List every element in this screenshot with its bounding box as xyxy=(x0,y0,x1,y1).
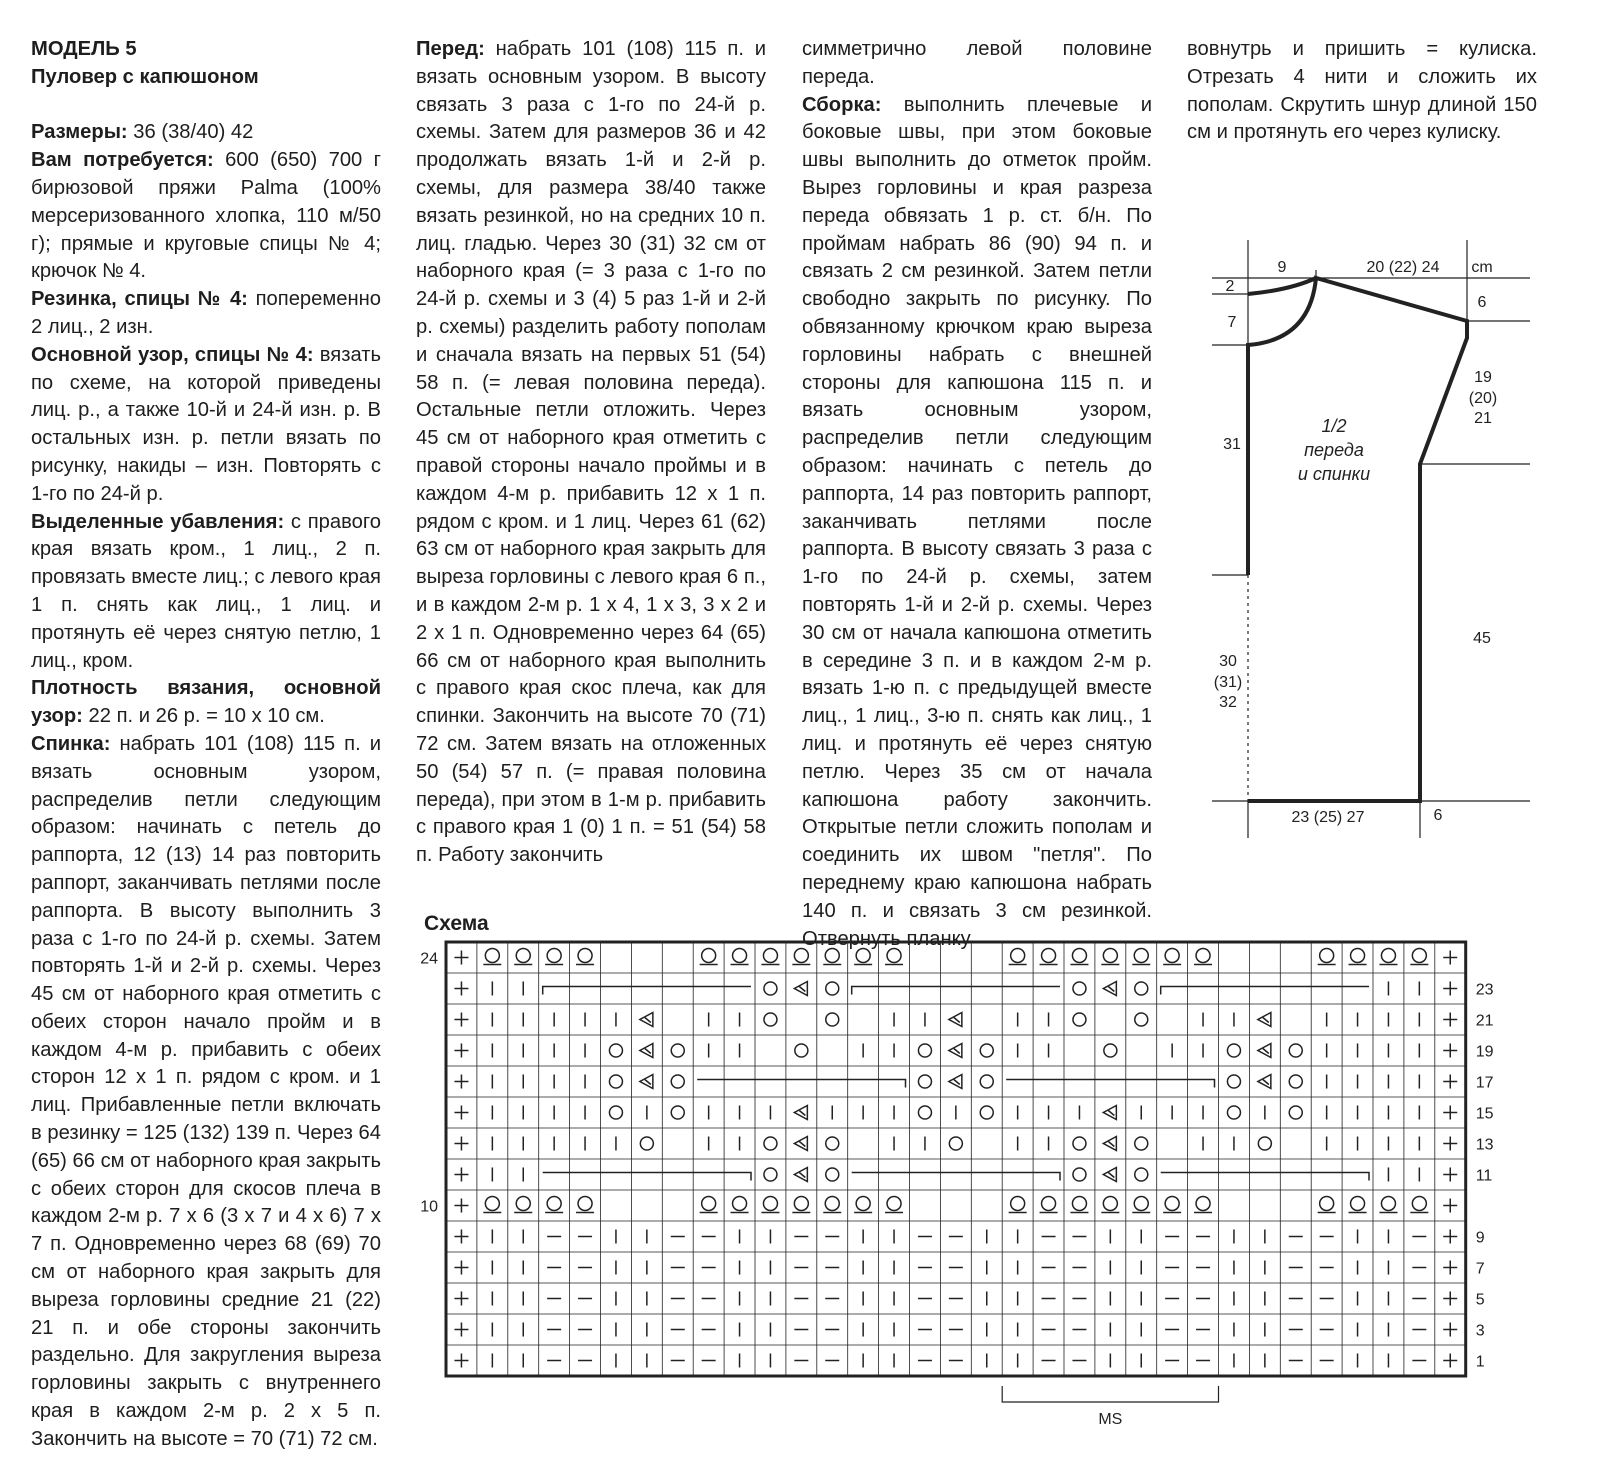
yarn-over-symbol xyxy=(856,1197,870,1211)
yarn-over-symbol xyxy=(764,1168,777,1181)
yarn-over-symbol xyxy=(1289,1075,1302,1088)
paragraph xyxy=(31,509,381,676)
column-4 xyxy=(1187,36,1537,147)
dim-bottom-width: 23 (25) 27 xyxy=(1291,809,1365,826)
yarn-over-symbol xyxy=(609,1044,622,1057)
paragraph-text: 36 (38/40) 42 xyxy=(127,121,254,144)
paragraph xyxy=(31,731,381,1454)
yarn-over-symbol xyxy=(733,1197,747,1211)
yarn-over-symbol xyxy=(1072,949,1086,963)
paragraph-text: вовнутрь и пришить = кулиска. Отрезать 4 нити и сложить их пополам. Скрутить шнур длиной 150 см и протянуть его через кулиску. xyxy=(1187,38,1537,144)
yarn-over-symbol xyxy=(918,1075,931,1088)
yarn-over-symbol xyxy=(1073,1013,1086,1026)
ms-label: MS xyxy=(1098,1411,1123,1428)
dim-unit: cm xyxy=(1471,259,1493,276)
dim-split-c: 32 xyxy=(1219,694,1237,711)
row-label-left: 24 xyxy=(420,950,438,968)
paragraph-label: Спинка: xyxy=(31,732,111,755)
yarn-over-symbol xyxy=(825,949,839,963)
decrease-symbol-stroke xyxy=(1263,1049,1269,1054)
yarn-over-symbol xyxy=(578,949,592,963)
yarn-over-symbol xyxy=(1351,949,1365,963)
knit-plus-symbol xyxy=(1443,1292,1457,1306)
yarn-over-symbol xyxy=(1134,949,1148,963)
yarn-over-symbol xyxy=(1011,1197,1025,1211)
yarn-over-symbol xyxy=(1227,1075,1240,1088)
row-label-right: 23 xyxy=(1475,981,1494,999)
decrease-symbol-stroke xyxy=(799,1111,805,1116)
yarn-over-symbol xyxy=(1258,1137,1271,1150)
row-label-right: 3 xyxy=(1475,1322,1485,1340)
cable-symbol xyxy=(543,987,751,995)
yarn-over-symbol xyxy=(671,1044,684,1057)
paragraph-text: симметрично левой половине переда. xyxy=(802,38,1152,88)
decrease-symbol-stroke xyxy=(1108,1111,1114,1116)
paragraph-label: Вам потребуется: xyxy=(31,149,214,172)
row-label-right: 15 xyxy=(1475,1105,1494,1123)
knit-plus-symbol xyxy=(454,1230,468,1244)
yarn-over-symbol xyxy=(1135,982,1148,995)
yarn-over-symbol xyxy=(640,1137,653,1150)
decrease-symbol-stroke xyxy=(954,1080,960,1085)
yarn-over-symbol xyxy=(764,982,777,995)
yarn-over-symbol xyxy=(980,1106,993,1119)
paragraph xyxy=(416,36,766,870)
piece-label-2: переда xyxy=(1304,440,1364,460)
yarn-over-symbol xyxy=(918,1044,931,1057)
yarn-over-symbol xyxy=(671,1075,684,1088)
column-3-paragraphs xyxy=(802,36,1152,953)
column-2 xyxy=(416,36,766,870)
knit-plus-symbol xyxy=(1443,1075,1457,1089)
dim-shoulder: 6 xyxy=(1477,294,1487,311)
column-2-paragraphs xyxy=(416,36,766,870)
knit-plus-symbol xyxy=(454,1292,468,1306)
yarn-over-symbol xyxy=(1135,1013,1148,1026)
paragraph xyxy=(31,342,381,509)
yarn-over-symbol xyxy=(702,1197,716,1211)
decrease-symbol-stroke xyxy=(645,1018,651,1023)
decrease-symbol-stroke xyxy=(1108,1173,1114,1178)
paragraph xyxy=(31,119,381,147)
yarn-over-symbol xyxy=(1320,949,1334,963)
dim-left-height: 31 xyxy=(1223,436,1241,453)
model-title: Пуловер с капюшоном xyxy=(31,65,259,88)
yarn-over-symbol xyxy=(887,1197,901,1211)
yarn-over-symbol xyxy=(949,1137,962,1150)
paragraph-text: набрать 101 (108) 115 п. и вязать основным узором, распределив петли следующим образом: начинать с петель до раппорта, 12 (13) 14 раз повторить раппорт, заканчивать петлями после раппорта. В высоту выполнить 3 раза с 1-го по 24-й р. схемы. Затем повторять 1-й и 2-й р. схемы. Через 45 см от наборного края отметить с обеих сторон начало пройм и в каждом 4-м р. прибавить с обеих сторон 12 х 1 п. рядом с кром. и 1 лиц. Прибавленные петли включать в резинку = 125 (132) 139 п. Через 64 (65) 66 см от наборного края закрыть с обеих сторон для скосов плеча в каждом 2-м р. 7 х 6 (3 х 7 и 4 х 6) 7 х 7 п. Одновременно через 68 (69) 70 см от наборного края закрыть для выреза горловины средние 21 (22) 21 п. и обе стороны закончить раздельно. Для закругления выреза горловины закрыть с внутреннего края в каждом 2-м р. 2 х 5 п. Закончить на высоте = 70 (71) 72 см. xyxy=(31,732,381,1450)
decrease-symbol-stroke xyxy=(1263,1080,1269,1085)
yarn-over-symbol xyxy=(1011,949,1025,963)
yarn-over-symbol xyxy=(1103,949,1117,963)
yarn-over-symbol xyxy=(1042,949,1056,963)
cable-symbol xyxy=(1006,1080,1214,1088)
dim-bottom-right: 6 xyxy=(1433,807,1443,824)
yarn-over-symbol xyxy=(826,1013,839,1026)
yarn-over-symbol xyxy=(1289,1044,1302,1057)
yarn-over-symbol xyxy=(609,1106,622,1119)
knit-plus-symbol xyxy=(1443,982,1457,996)
knit-plus-symbol xyxy=(454,1075,468,1089)
row-label-right: 17 xyxy=(1475,1074,1494,1092)
yarn-over-symbol xyxy=(733,949,747,963)
yarn-over-symbol xyxy=(578,1197,592,1211)
yarn-over-symbol xyxy=(1073,982,1086,995)
knit-plus-symbol xyxy=(454,1044,468,1058)
decrease-symbol-stroke xyxy=(1108,1142,1114,1147)
decrease-symbol-stroke xyxy=(954,1049,960,1054)
yarn-over-symbol xyxy=(1320,1197,1334,1211)
yarn-over-symbol xyxy=(1073,1137,1086,1150)
yarn-over-symbol xyxy=(671,1106,684,1119)
cable-symbol xyxy=(697,1080,905,1088)
paragraph-label: Плотность вязания, основной узор: xyxy=(31,677,381,728)
knit-plus-symbol xyxy=(1443,1106,1457,1120)
yarn-over-symbol xyxy=(980,1075,993,1088)
row-label-right: 21 xyxy=(1475,1012,1494,1030)
yarn-over-symbol xyxy=(702,949,716,963)
yarn-over-symbol xyxy=(1227,1044,1240,1057)
paragraph-label: Резинка, спицы № 4: xyxy=(31,288,248,311)
decrease-symbol-stroke xyxy=(645,1080,651,1085)
yarn-over-symbol xyxy=(1412,949,1426,963)
piece-label-3: и спинки xyxy=(1297,464,1371,484)
decrease-symbol-stroke xyxy=(1263,1018,1269,1023)
cable-symbol xyxy=(852,1173,1060,1181)
decrease-symbol-stroke xyxy=(1108,987,1114,992)
yarn-over-symbol xyxy=(516,1197,530,1211)
decrease-symbol-stroke xyxy=(645,1049,651,1054)
row-label-right: 11 xyxy=(1475,1167,1493,1185)
cable-symbol xyxy=(1161,987,1369,995)
yarn-over-symbol xyxy=(1103,1197,1117,1211)
yarn-over-symbol xyxy=(1165,949,1179,963)
yarn-over-symbol xyxy=(485,1197,499,1211)
knit-plus-symbol xyxy=(1443,1323,1457,1337)
knit-plus-symbol xyxy=(454,1106,468,1120)
yarn-over-symbol xyxy=(1042,1197,1056,1211)
cable-symbol xyxy=(1161,1173,1369,1181)
knit-plus-symbol xyxy=(1443,1199,1457,1213)
row-label-right: 1 xyxy=(1475,1353,1485,1371)
column-1 xyxy=(31,36,381,1454)
row-label-right: 13 xyxy=(1475,1136,1494,1154)
paragraph xyxy=(31,675,381,731)
column-4-paragraphs xyxy=(1187,36,1537,147)
paragraph-text: попеременно 2 лиц., 2 изн. xyxy=(31,288,382,338)
yarn-over-symbol xyxy=(856,949,870,963)
yarn-over-symbol xyxy=(1135,1137,1148,1150)
yarn-over-symbol xyxy=(1381,1197,1395,1211)
paragraph-text: 600 (650) 700 г бирюзовой пряжи Palma (100% мерсеризованного хлопка, 110 м/50 г); прямые и круговые спицы № 4; крючок № 4. xyxy=(31,149,381,283)
cable-symbol xyxy=(852,987,1060,995)
ms-bracket xyxy=(1002,1386,1218,1402)
paragraph-label: Выделенные убавления: xyxy=(31,510,285,533)
dim-armhole-a: 19 xyxy=(1474,369,1492,386)
yarn-over-symbol xyxy=(794,949,808,963)
yarn-over-symbol xyxy=(826,1168,839,1181)
yarn-over-symbol xyxy=(547,949,561,963)
knit-plus-symbol xyxy=(1443,1230,1457,1244)
paragraph-text: выполнить плечевые и боковые швы, при этом боковые швы выполнить до отметок пройм. Вырез горловины и края разреза переда обвязать 1 р. ст. б/н. По проймам набрать 86 (90) 94 п. и связать 2 см резинкой. Затем петли свободно закрыть по рисунку. По обвязанному крючком краю выреза горловины набрать с внешней стороны для капюшона 115 п. и вязать основным узором, распределив петли следующим образом: начинать с петель до раппорта, 14 раз повторить раппорт, заканчивать петлями после раппорта. В высоту связать 3 раза с 1-го по 24-й р. схемы, затем повторять 1-й и 2-й р. схемы. Через 30 см от начала капюшона отметить в середине 3 п. и в каждом 2-м р. вязать 1-ю п. с предыдущей вместе лиц., 1 лиц., 3-ю п. снять как лиц., 1 лиц. и протянуть её через снятую петлю. Через 35 см от начала капюшона работу закончить. Открытые петли сложить пополам и соединить их швом "петля". По переднему краю капюшона набрать 140 п. и связать 3 см резинкой. Отвернуть планку xyxy=(802,93,1152,950)
row-label-right: 19 xyxy=(1475,1043,1494,1061)
paragraph-label: Размеры: xyxy=(31,121,128,144)
paragraph xyxy=(802,92,1152,954)
paragraph-label: Перед: xyxy=(416,38,485,60)
stitch-chart xyxy=(400,930,1540,1450)
knit-plus-symbol xyxy=(454,1137,468,1151)
dim-neck-2: 7 xyxy=(1227,314,1237,331)
yarn-over-symbol xyxy=(547,1197,561,1211)
yarn-over-symbol xyxy=(794,1197,808,1211)
decrease-symbol-stroke xyxy=(799,1142,805,1147)
yarn-over-symbol xyxy=(1227,1106,1240,1119)
paragraph-label: Основной узор, спицы № 4: xyxy=(31,343,314,366)
yarn-over-symbol xyxy=(609,1075,622,1088)
yarn-over-symbol xyxy=(1196,949,1210,963)
decrease-symbol-stroke xyxy=(799,987,805,992)
dim-right-height: 45 xyxy=(1473,630,1491,647)
knit-plus-symbol xyxy=(1443,1261,1457,1275)
yarn-over-symbol xyxy=(1196,1197,1210,1211)
yarn-over-symbol xyxy=(1351,1197,1365,1211)
dim-split-b: (31) xyxy=(1213,674,1243,691)
yarn-over-symbol xyxy=(980,1044,993,1057)
paragraph-text: набрать 101 (108) 115 п. и вязать основным узором. В высоту связать 3 раза с 1-го по 24-й р. схемы. Затем для размеров 36 и 42 продолжать вязать 1-й и 2-й р. схемы, для размера 38/40 также вязать резинкой, но на средних 10 п. лиц. гладью. Через 30 (31) 32 см от наборного края (= 3 раза с 1-го по 24-й р. схемы и 3 (4) 5 раз 1-й и 2-й р. схемы) разделить работу пополам и сначала вязать на первых 51 (54) 58 п. (= левая половина переда). Остальные петли отложить. Через 45 см от наборного края отметить с правой стороны начало проймы и в каждом 4-м р. прибавить 12 х 1 п. рядом с кром. и 1 лиц. Через 61 (62) 63 см от наборного края закрыть для выреза горловины с левого края 6 п., и в каждом 2-м р. 1 х 4, 1 х 3, 3 х 2 и 2 х 1 п. Одновременно через 64 (65) 66 см от наборного края выполнить с правого края скос плеча, как для спинки. Закончить на высоте 70 (71) 72 см. Затем вязать на отложенных 50 (54) 57 п. (= правая половина переда), при этом в 1-м р. прибавить с правого края 1 (0) 1 п. = 51 (54) 58 п. Работу закончить xyxy=(416,38,766,867)
cable-symbol xyxy=(543,1173,751,1181)
yarn-over-symbol xyxy=(764,1013,777,1026)
dim-armhole-b: (20) xyxy=(1468,390,1498,407)
paragraph-text: 22 п. и 26 р. = 10 х 10 см. xyxy=(82,705,325,728)
paragraph-text: с правого края вязать кром., 1 лиц., 2 п. провязать вместе лиц.; с левого края 1 п. снять как лиц., 1 лиц. и протянуть её через снятую петлю, 1 лиц., кром. xyxy=(31,510,381,672)
yarn-over-symbol xyxy=(826,1137,839,1150)
knit-plus-symbol xyxy=(454,951,468,965)
paragraph xyxy=(802,36,1152,92)
knit-plus-symbol xyxy=(454,1354,468,1368)
knit-plus-symbol xyxy=(1443,1044,1457,1058)
yarn-over-symbol xyxy=(1134,1197,1148,1211)
yarn-over-symbol xyxy=(1289,1106,1302,1119)
row-label-right: 5 xyxy=(1475,1291,1485,1309)
paragraph xyxy=(31,286,381,342)
knit-plus-symbol xyxy=(1443,1137,1457,1151)
row-label-right: 7 xyxy=(1475,1260,1485,1278)
dim-top-right: 20 (22) 24 xyxy=(1366,259,1440,276)
yarn-over-symbol xyxy=(485,949,499,963)
knit-plus-symbol xyxy=(454,1261,468,1275)
knit-plus-symbol xyxy=(454,1013,468,1027)
decrease-symbol-stroke xyxy=(954,1018,960,1023)
yarn-over-symbol xyxy=(516,949,530,963)
yarn-over-symbol xyxy=(763,949,777,963)
yarn-over-symbol xyxy=(1104,1044,1117,1057)
column-1-paragraphs xyxy=(31,119,381,1453)
row-label-right: 9 xyxy=(1475,1229,1485,1247)
paragraph-text: вязать по схеме, на которой приведены лиц. р., а также 10-й и 24-й изн. р. В остальных изн. р. петли вязать по рисунку, накиды – изн. Повторять с 1-го по 24-й р. xyxy=(31,343,382,505)
yarn-over-symbol xyxy=(763,1197,777,1211)
dim-armhole-c: 21 xyxy=(1474,410,1492,427)
knit-plus-symbol xyxy=(454,1168,468,1182)
back-neckline xyxy=(1248,278,1316,294)
model-number: МОДЕЛЬ 5 xyxy=(31,38,137,60)
column-3 xyxy=(802,36,1152,953)
yarn-over-symbol xyxy=(825,1197,839,1211)
knit-plus-symbol xyxy=(1443,951,1457,965)
yarn-over-symbol xyxy=(826,982,839,995)
knit-plus-symbol xyxy=(1443,1168,1457,1182)
yarn-over-symbol xyxy=(887,949,901,963)
yarn-over-symbol xyxy=(1381,949,1395,963)
yarn-over-symbol xyxy=(1072,1197,1086,1211)
knit-plus-symbol xyxy=(1443,1354,1457,1368)
row-label-left: 10 xyxy=(420,1198,438,1216)
yarn-over-symbol xyxy=(764,1137,777,1150)
knit-plus-symbol xyxy=(454,982,468,996)
paragraph-label: Сборка: xyxy=(802,93,882,116)
garment-schematic xyxy=(1200,230,1540,850)
yarn-over-symbol xyxy=(795,1044,808,1057)
yarn-over-symbol xyxy=(1165,1197,1179,1211)
paragraph xyxy=(31,147,381,286)
knit-plus-symbol xyxy=(454,1323,468,1337)
yarn-over-symbol xyxy=(1412,1197,1426,1211)
decrease-symbol-stroke xyxy=(799,1173,805,1178)
yarn-over-symbol xyxy=(1135,1168,1148,1181)
garment-outline xyxy=(1248,278,1467,801)
paragraph xyxy=(1187,36,1537,147)
dim-split-a: 30 xyxy=(1219,653,1237,670)
yarn-over-symbol xyxy=(918,1106,931,1119)
yarn-over-symbol xyxy=(1073,1168,1086,1181)
dim-neck-1: 2 xyxy=(1225,278,1235,295)
schema-title: Схема xyxy=(424,912,489,935)
knit-plus-symbol xyxy=(1443,1013,1457,1027)
knit-plus-symbol xyxy=(454,1199,468,1213)
piece-label-1: 1/2 xyxy=(1321,416,1347,436)
dim-top-left: 9 xyxy=(1277,259,1287,276)
